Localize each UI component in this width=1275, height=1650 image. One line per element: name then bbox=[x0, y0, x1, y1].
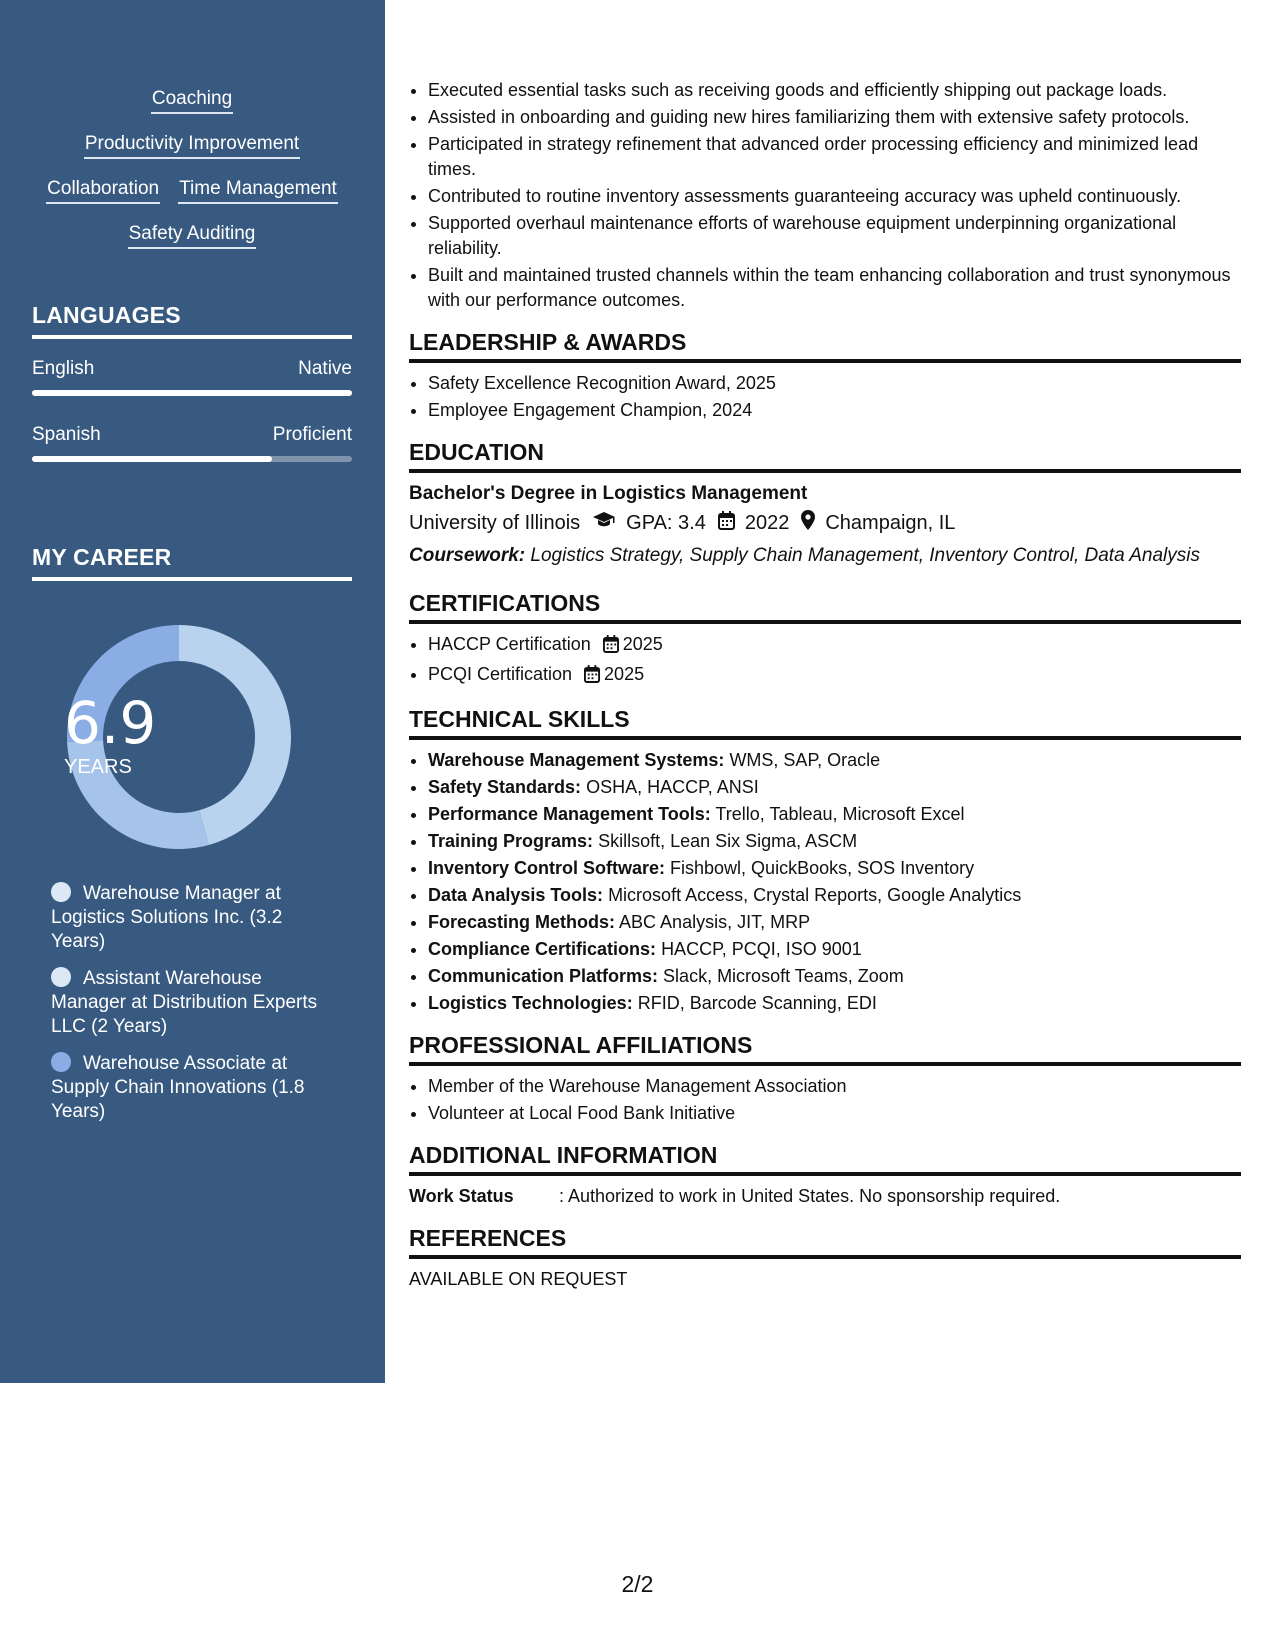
certification-item bbox=[428, 662, 1241, 690]
technical-skill-label: Communication Platforms: bbox=[428, 966, 659, 986]
technical-skill-label: Inventory Control Software: bbox=[428, 858, 666, 878]
career-legend-item bbox=[51, 882, 331, 954]
experience-bullet: • Assisted in onboarding and guiding new hires familiarizing them with extensive safety protocols. bbox=[428, 105, 1241, 130]
affiliation-item: • Volunteer at Local Food Bank Initiative bbox=[428, 1101, 1241, 1126]
skill-tag: Collaboration bbox=[46, 176, 160, 204]
experience-bullets bbox=[409, 78, 1241, 313]
skill-row bbox=[32, 86, 352, 131]
technical-skill-value: RFID, Barcode Scanning, EDI bbox=[637, 993, 877, 1013]
language-level-fill bbox=[32, 456, 272, 462]
career-heading: MY CAREER bbox=[32, 544, 352, 581]
degree-title: Bachelor's Degree in Logistics Management bbox=[409, 483, 808, 504]
technical-skill-item bbox=[428, 748, 1241, 773]
skill-row bbox=[32, 221, 352, 266]
skills-cloud bbox=[32, 86, 352, 266]
certification-name: PCQI Certification bbox=[428, 664, 573, 684]
career-legend-item bbox=[51, 1052, 331, 1124]
technical-skill-label: Performance Management Tools: bbox=[428, 804, 711, 824]
affiliation-item: • Member of the Warehouse Management Association bbox=[428, 1074, 1241, 1099]
technical-skill-item bbox=[428, 964, 1241, 989]
awards-list bbox=[409, 371, 1241, 423]
language-item bbox=[32, 424, 352, 462]
coursework-list: Logistics Strategy, Supply Chain Management, Inventory Control, Data Analysis bbox=[530, 545, 1200, 566]
work-status-label: Work Status bbox=[409, 1186, 514, 1206]
technical-skill-value: HACCP, PCQI, ISO 9001 bbox=[661, 939, 862, 959]
language-level-bar bbox=[32, 456, 352, 462]
coursework bbox=[409, 543, 1241, 568]
language-row bbox=[32, 358, 352, 380]
legend-dot-icon bbox=[51, 882, 71, 902]
language-level: Proficient bbox=[272, 424, 352, 445]
technical-skill-value: Fishbowl, QuickBooks, SOS Inventory bbox=[670, 858, 975, 878]
technical-skill-value: Trello, Tableau, Microsoft Excel bbox=[715, 804, 965, 824]
technical-skill-label: Warehouse Management Systems: bbox=[428, 750, 725, 770]
technical-skill-value: Microsoft Access, Crystal Reports, Google Analytics bbox=[608, 885, 1022, 905]
technical-skill-label: Forecasting Methods: bbox=[428, 912, 616, 932]
language-name: English bbox=[32, 358, 95, 379]
technical-skill-label: Logistics Technologies: bbox=[428, 993, 633, 1013]
language-level-bar bbox=[32, 390, 352, 396]
experience-bullet: • Contributed to routine inventory assessments guaranteeing accuracy was upheld continuously. bbox=[428, 184, 1241, 209]
work-status-value: : Authorized to work in United States. No sponsorship required. bbox=[559, 1186, 1061, 1206]
additional-info-heading: ADDITIONAL INFORMATION bbox=[409, 1140, 1241, 1176]
language-level-fill bbox=[32, 390, 352, 396]
skill-tag: Time Management bbox=[178, 176, 338, 204]
experience-bullet: • Built and maintained trusted channels within the team enhancing collaboration and trust synonymous with our performance outcomes. bbox=[428, 263, 1241, 313]
education-heading: EDUCATION bbox=[409, 437, 1241, 473]
career-legend-label: Warehouse Manager at Logistics Solutions Inc. (3.2 Years) bbox=[51, 883, 283, 952]
technical-skill-label: Training Programs: bbox=[428, 831, 594, 851]
career-years-unit: YEARS bbox=[64, 756, 132, 778]
education-details bbox=[409, 510, 1241, 537]
language-item bbox=[32, 358, 352, 396]
technical-skill-label: Data Analysis Tools: bbox=[428, 885, 604, 905]
technical-skill-value: ABC Analysis, JIT, MRP bbox=[619, 912, 811, 932]
career-total-years: 6.9 bbox=[64, 689, 157, 757]
sidebar bbox=[0, 0, 385, 1383]
career-legend-label: Assistant Warehouse Manager at Distribution Experts LLC (2 Years) bbox=[51, 968, 318, 1037]
technical-skill-item bbox=[428, 829, 1241, 854]
language-row bbox=[32, 424, 352, 446]
experience-bullet: • Executed essential tasks such as receiving goods and efficiently shipping out package loads. bbox=[428, 78, 1241, 103]
references-heading: REFERENCES bbox=[409, 1223, 1241, 1259]
school-location: Champaign, IL bbox=[825, 512, 956, 534]
skill-tag: Safety Auditing bbox=[128, 221, 257, 249]
technical-skill-item bbox=[428, 937, 1241, 962]
career-legend-item bbox=[51, 967, 331, 1039]
certifications-list bbox=[409, 632, 1241, 690]
school-name: University of Illinois bbox=[409, 512, 581, 534]
language-level: Native bbox=[298, 358, 352, 379]
work-status-row bbox=[409, 1184, 1241, 1209]
technical-skill-value: WMS, SAP, Oracle bbox=[729, 750, 881, 770]
certification-name: HACCP Certification bbox=[428, 634, 591, 654]
career-donut-chart bbox=[64, 622, 294, 852]
technical-skill-item bbox=[428, 910, 1241, 935]
graduation-year: 2022 bbox=[744, 512, 790, 534]
graduation-cap-icon bbox=[592, 511, 616, 536]
legend-dot-icon bbox=[51, 967, 71, 987]
skill-tag: Productivity Improvement bbox=[84, 131, 300, 159]
language-name: Spanish bbox=[32, 424, 101, 445]
award-item: • Employee Engagement Champion, 2024 bbox=[428, 398, 1241, 423]
technical-skill-value: Skillsoft, Lean Six Sigma, ASCM bbox=[598, 831, 858, 851]
certification-year: 2025 bbox=[622, 634, 663, 654]
certification-item bbox=[428, 632, 1241, 660]
technical-skill-label: Safety Standards: bbox=[428, 777, 582, 797]
certifications-heading: CERTIFICATIONS bbox=[409, 588, 1241, 624]
experience-bullet: • Supported overhaul maintenance efforts of warehouse equipment underpinning organizational reliability. bbox=[428, 211, 1241, 261]
technical-skills-list bbox=[409, 748, 1241, 1016]
legend-dot-icon bbox=[51, 1052, 71, 1072]
page-number: 2/2 bbox=[621, 1571, 654, 1597]
location-pin-icon bbox=[801, 510, 815, 537]
experience-bullet: • Participated in strategy refinement that advanced order processing efficiency and minimized lead times. bbox=[428, 132, 1241, 182]
technical-skills-heading: TECHNICAL SKILLS bbox=[409, 704, 1241, 740]
gpa: GPA: 3.4 bbox=[626, 512, 706, 534]
calendar-icon bbox=[718, 511, 735, 537]
skill-row bbox=[32, 131, 352, 176]
career-legend-label: Warehouse Associate at Supply Chain Innovations (1.8 Years) bbox=[51, 1053, 305, 1122]
languages-heading: LANGUAGES bbox=[32, 302, 352, 339]
technical-skill-item bbox=[428, 802, 1241, 827]
skill-tag: Coaching bbox=[151, 86, 233, 114]
references-text: AVAILABLE ON REQUEST bbox=[409, 1269, 628, 1289]
calendar-icon bbox=[584, 665, 600, 690]
skill-row bbox=[32, 176, 352, 221]
technical-skill-item bbox=[428, 883, 1241, 908]
career-legend bbox=[51, 882, 331, 1137]
certification-year: 2025 bbox=[604, 664, 645, 684]
awards-heading: LEADERSHIP & AWARDS bbox=[409, 327, 1241, 363]
coursework-label: Coursework: bbox=[409, 545, 526, 566]
award-item: • Safety Excellence Recognition Award, 2025 bbox=[428, 371, 1241, 396]
technical-skill-item bbox=[428, 775, 1241, 800]
main-content bbox=[409, 78, 1241, 1292]
technical-skill-item bbox=[428, 856, 1241, 881]
technical-skill-value: Slack, Microsoft Teams, Zoom bbox=[663, 966, 904, 986]
technical-skill-item bbox=[428, 991, 1241, 1016]
technical-skill-value: OSHA, HACCP, ANSI bbox=[586, 777, 759, 797]
calendar-icon bbox=[603, 635, 619, 660]
technical-skill-label: Compliance Certifications: bbox=[428, 939, 657, 959]
affiliations-list bbox=[409, 1074, 1241, 1126]
affiliations-heading: PROFESSIONAL AFFILIATIONS bbox=[409, 1030, 1241, 1066]
